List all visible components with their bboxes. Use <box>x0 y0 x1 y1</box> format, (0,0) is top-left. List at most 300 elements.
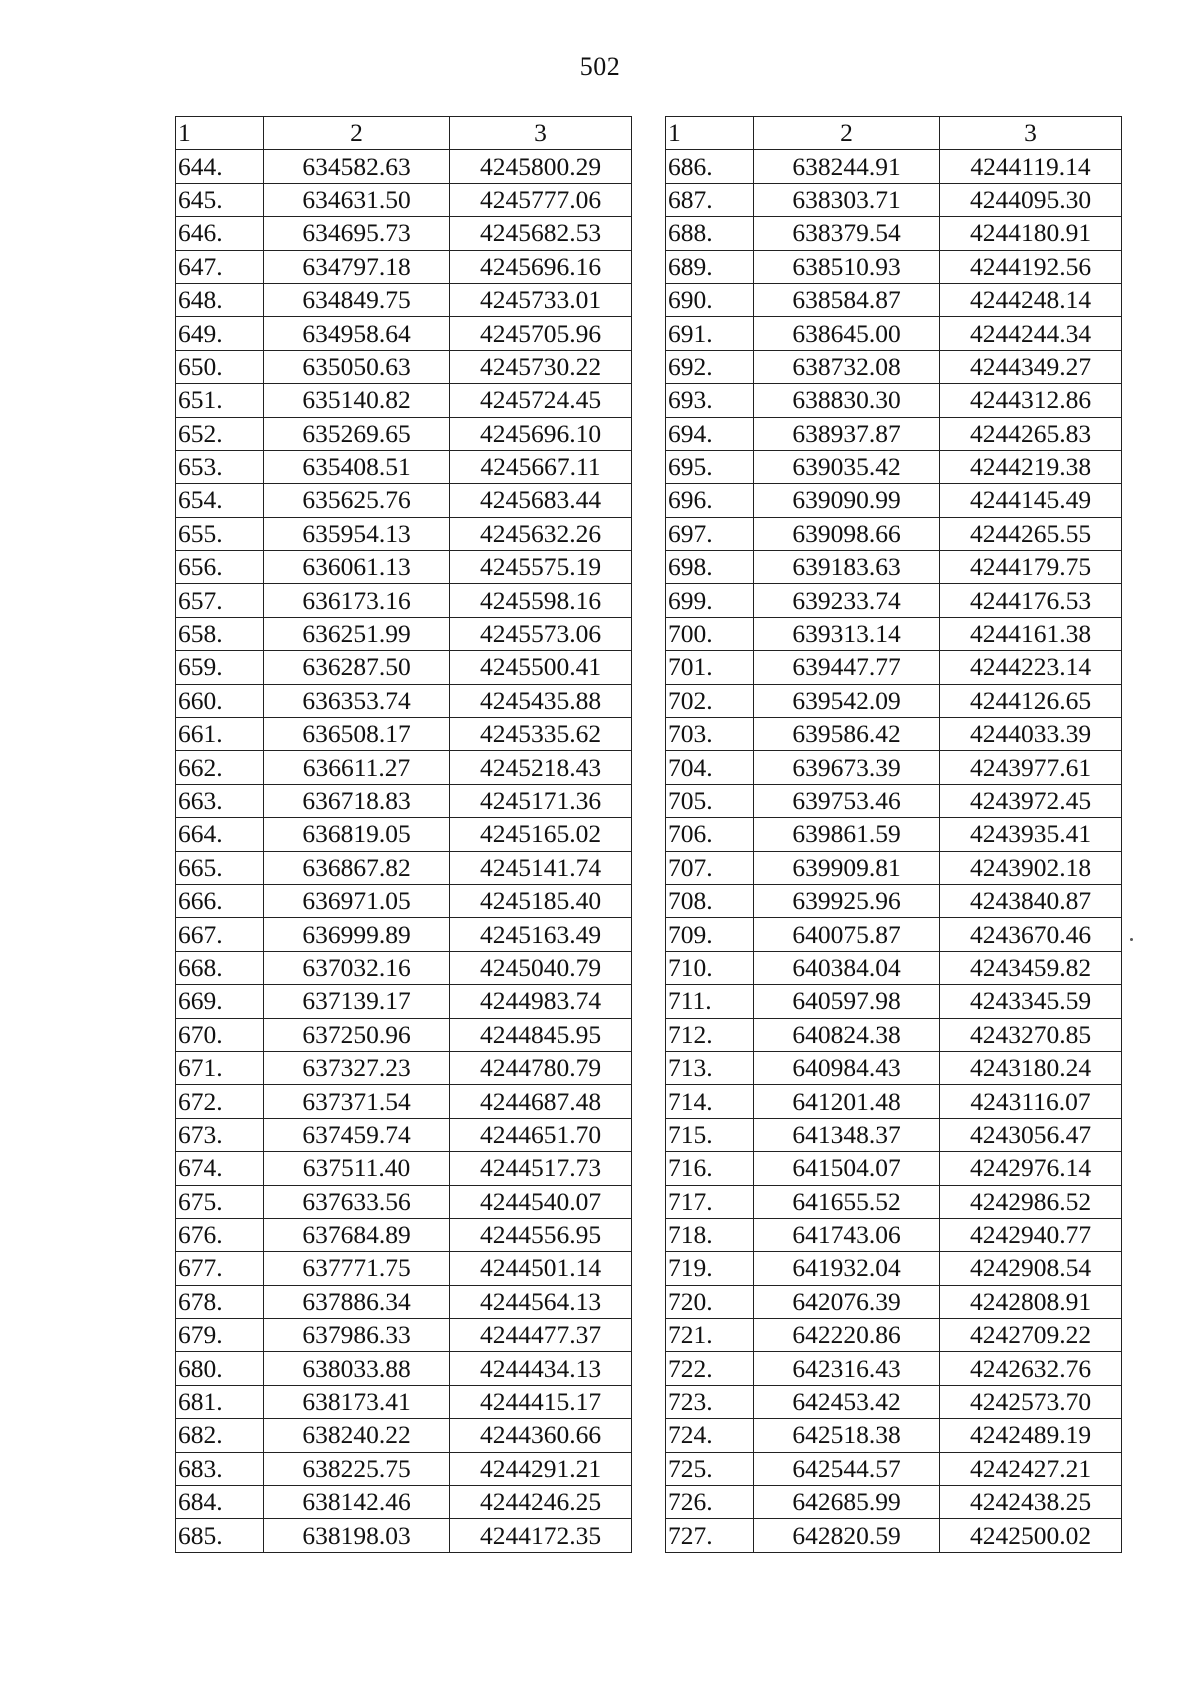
point-number-cell: 656. <box>176 551 264 584</box>
point-number-cell: 655. <box>176 517 264 550</box>
point-number-cell: 698. <box>666 551 754 584</box>
x-coordinate-cell: 641932.04 <box>754 1252 940 1285</box>
point-number-cell: 681. <box>176 1385 264 1418</box>
y-coordinate-cell: 4243116.07 <box>940 1085 1122 1118</box>
table-row <box>666 1452 1122 1485</box>
table-row <box>176 851 632 884</box>
y-coordinate-cell: 4243902.18 <box>940 851 1122 884</box>
table-row <box>666 1018 1122 1051</box>
point-number-cell: 670. <box>176 1018 264 1051</box>
y-coordinate-cell: 4244360.66 <box>450 1419 632 1452</box>
y-coordinate-cell: 4242489.19 <box>940 1419 1122 1452</box>
table-row <box>176 283 632 316</box>
y-coordinate-cell: 4242940.77 <box>940 1218 1122 1251</box>
point-number-cell: 686. <box>666 150 754 183</box>
y-coordinate-cell: 4245682.53 <box>450 217 632 250</box>
table-row <box>176 250 632 283</box>
point-number-cell: 720. <box>666 1285 754 1318</box>
x-coordinate-cell: 642076.39 <box>754 1285 940 1318</box>
table-row <box>666 317 1122 350</box>
y-coordinate-cell: 4244265.83 <box>940 417 1122 450</box>
x-coordinate-cell: 638645.00 <box>754 317 940 350</box>
table-row <box>666 484 1122 517</box>
point-number-cell: 691. <box>666 317 754 350</box>
y-coordinate-cell: 4245667.11 <box>450 450 632 483</box>
x-coordinate-cell: 637684.89 <box>264 1218 450 1251</box>
y-coordinate-cell: 4244415.17 <box>450 1385 632 1418</box>
point-number-cell: 719. <box>666 1252 754 1285</box>
table-row <box>666 684 1122 717</box>
x-coordinate-cell: 642820.59 <box>754 1519 940 1552</box>
x-coordinate-cell: 639313.14 <box>754 617 940 650</box>
x-coordinate-cell: 634582.63 <box>264 150 450 183</box>
table-row <box>176 1319 632 1352</box>
y-coordinate-cell: 4244192.56 <box>940 250 1122 283</box>
point-number-cell: 704. <box>666 751 754 784</box>
table-row <box>176 684 632 717</box>
y-coordinate-cell: 4243180.24 <box>940 1051 1122 1084</box>
y-coordinate-cell: 4245724.45 <box>450 384 632 417</box>
point-number-cell: 696. <box>666 484 754 517</box>
point-number-cell: 664. <box>176 818 264 851</box>
table-row <box>666 517 1122 550</box>
y-coordinate-cell: 4244246.25 <box>450 1486 632 1519</box>
x-coordinate-cell: 638830.30 <box>754 384 940 417</box>
y-coordinate-cell: 4243935.41 <box>940 818 1122 851</box>
x-coordinate-cell: 641743.06 <box>754 1218 940 1251</box>
x-coordinate-cell: 638244.91 <box>754 150 940 183</box>
y-coordinate-cell: 4244180.91 <box>940 217 1122 250</box>
x-coordinate-cell: 636173.16 <box>264 584 450 617</box>
point-number-cell: 722. <box>666 1352 754 1385</box>
y-coordinate-cell: 4245777.06 <box>450 183 632 216</box>
table-row <box>666 584 1122 617</box>
x-coordinate-cell: 635408.51 <box>264 450 450 483</box>
x-coordinate-cell: 634849.75 <box>264 283 450 316</box>
table-row <box>176 1051 632 1084</box>
table-row <box>176 517 632 550</box>
point-number-cell: 653. <box>176 450 264 483</box>
x-coordinate-cell: 636508.17 <box>264 718 450 751</box>
x-coordinate-cell: 638142.46 <box>264 1486 450 1519</box>
y-coordinate-cell: 4245575.19 <box>450 551 632 584</box>
x-coordinate-cell: 637327.23 <box>264 1051 450 1084</box>
point-number-cell: 651. <box>176 384 264 417</box>
column-header-index: 1 <box>176 117 264 150</box>
x-coordinate-cell: 642544.57 <box>754 1452 940 1485</box>
point-number-cell: 671. <box>176 1051 264 1084</box>
table-row <box>176 1285 632 1318</box>
table-row <box>176 918 632 951</box>
table-row <box>666 951 1122 984</box>
x-coordinate-cell: 637633.56 <box>264 1185 450 1218</box>
x-coordinate-cell: 636999.89 <box>264 918 450 951</box>
point-number-cell: 645. <box>176 183 264 216</box>
table-row <box>176 1519 632 1552</box>
point-number-cell: 714. <box>666 1085 754 1118</box>
point-number-cell: 644. <box>176 150 264 183</box>
table-row <box>176 1486 632 1519</box>
point-number-cell: 652. <box>176 417 264 450</box>
x-coordinate-cell: 638732.08 <box>754 350 940 383</box>
table-row <box>176 1419 632 1452</box>
scan-speck <box>1130 938 1133 941</box>
point-number-cell: 661. <box>176 718 264 751</box>
point-number-cell: 658. <box>176 617 264 650</box>
x-coordinate-cell: 636718.83 <box>264 784 450 817</box>
y-coordinate-cell: 4245435.88 <box>450 684 632 717</box>
y-coordinate-cell: 4242438.25 <box>940 1486 1122 1519</box>
table-row <box>666 350 1122 383</box>
table-row <box>666 283 1122 316</box>
y-coordinate-cell: 4242500.02 <box>940 1519 1122 1552</box>
column-header-y: 3 <box>940 117 1122 150</box>
table-row <box>176 317 632 350</box>
table-row <box>666 918 1122 951</box>
x-coordinate-cell: 637511.40 <box>264 1152 450 1185</box>
y-coordinate-cell: 4245040.79 <box>450 951 632 984</box>
point-number-cell: 666. <box>176 884 264 917</box>
table-row <box>666 1051 1122 1084</box>
point-number-cell: 682. <box>176 1419 264 1452</box>
x-coordinate-cell: 640597.98 <box>754 985 940 1018</box>
y-coordinate-cell: 4245705.96 <box>450 317 632 350</box>
point-number-cell: 647. <box>176 250 264 283</box>
point-number-cell: 721. <box>666 1319 754 1352</box>
point-number-cell: 684. <box>176 1486 264 1519</box>
x-coordinate-cell: 639098.66 <box>754 517 940 550</box>
point-number-cell: 710. <box>666 951 754 984</box>
x-coordinate-cell: 634958.64 <box>264 317 450 350</box>
table-row <box>666 1319 1122 1352</box>
point-number-cell: 697. <box>666 517 754 550</box>
table-row <box>666 384 1122 417</box>
x-coordinate-cell: 642453.42 <box>754 1385 940 1418</box>
point-number-cell: 702. <box>666 684 754 717</box>
y-coordinate-cell: 4242908.54 <box>940 1252 1122 1285</box>
x-coordinate-cell: 639542.09 <box>754 684 940 717</box>
point-number-cell: 690. <box>666 283 754 316</box>
x-coordinate-cell: 639586.42 <box>754 718 940 751</box>
y-coordinate-cell: 4244540.07 <box>450 1185 632 1218</box>
table-row <box>666 1185 1122 1218</box>
column-header-y: 3 <box>450 117 632 150</box>
x-coordinate-cell: 637886.34 <box>264 1285 450 1318</box>
table-row <box>666 1252 1122 1285</box>
x-coordinate-cell: 635625.76 <box>264 484 450 517</box>
table-body <box>176 150 632 1552</box>
table-row <box>176 617 632 650</box>
x-coordinate-cell: 641201.48 <box>754 1085 940 1118</box>
point-number-cell: 709. <box>666 918 754 951</box>
y-coordinate-cell: 4244434.13 <box>450 1352 632 1385</box>
x-coordinate-cell: 639233.74 <box>754 584 940 617</box>
x-coordinate-cell: 636819.05 <box>264 818 450 851</box>
x-coordinate-cell: 638198.03 <box>264 1519 450 1552</box>
point-number-cell: 675. <box>176 1185 264 1218</box>
point-number-cell: 650. <box>176 350 264 383</box>
x-coordinate-cell: 639035.42 <box>754 450 940 483</box>
point-number-cell: 648. <box>176 283 264 316</box>
x-coordinate-cell: 634695.73 <box>264 217 450 250</box>
x-coordinate-cell: 637250.96 <box>264 1018 450 1051</box>
point-number-cell: 726. <box>666 1486 754 1519</box>
point-number-cell: 703. <box>666 718 754 751</box>
y-coordinate-cell: 4245800.29 <box>450 150 632 183</box>
table-row <box>666 551 1122 584</box>
point-number-cell: 683. <box>176 1452 264 1485</box>
x-coordinate-cell: 637371.54 <box>264 1085 450 1118</box>
x-coordinate-cell: 637139.17 <box>264 985 450 1018</box>
y-coordinate-cell: 4243972.45 <box>940 784 1122 817</box>
y-coordinate-cell: 4243459.82 <box>940 951 1122 984</box>
y-coordinate-cell: 4243345.59 <box>940 985 1122 1018</box>
x-coordinate-cell: 638240.22 <box>264 1419 450 1452</box>
table-row <box>176 1185 632 1218</box>
table-row <box>666 718 1122 751</box>
x-coordinate-cell: 638303.71 <box>754 183 940 216</box>
x-coordinate-cell: 635954.13 <box>264 517 450 550</box>
x-coordinate-cell: 638173.41 <box>264 1385 450 1418</box>
point-number-cell: 694. <box>666 417 754 450</box>
table-row <box>176 884 632 917</box>
table-row <box>176 751 632 784</box>
y-coordinate-cell: 4244248.14 <box>940 283 1122 316</box>
y-coordinate-cell: 4245730.22 <box>450 350 632 383</box>
table-row <box>666 217 1122 250</box>
table-row <box>176 985 632 1018</box>
table-row <box>666 884 1122 917</box>
y-coordinate-cell: 4245163.49 <box>450 918 632 951</box>
y-coordinate-cell: 4242427.21 <box>940 1452 1122 1485</box>
point-number-cell: 672. <box>176 1085 264 1118</box>
point-number-cell: 677. <box>176 1252 264 1285</box>
y-coordinate-cell: 4245218.43 <box>450 751 632 784</box>
column-header-x: 2 <box>754 117 940 150</box>
x-coordinate-cell: 636867.82 <box>264 851 450 884</box>
x-coordinate-cell: 640824.38 <box>754 1018 940 1051</box>
x-coordinate-cell: 642518.38 <box>754 1419 940 1452</box>
y-coordinate-cell: 4242976.14 <box>940 1152 1122 1185</box>
table-row <box>666 851 1122 884</box>
point-number-cell: 689. <box>666 250 754 283</box>
y-coordinate-cell: 4245573.06 <box>450 617 632 650</box>
y-coordinate-cell: 4244172.35 <box>450 1519 632 1552</box>
table-row <box>176 1118 632 1151</box>
point-number-cell: 705. <box>666 784 754 817</box>
y-coordinate-cell: 4244219.38 <box>940 450 1122 483</box>
coordinate-table-right <box>665 116 1122 1553</box>
table-row <box>176 183 632 216</box>
y-coordinate-cell: 4243670.46 <box>940 918 1122 951</box>
point-number-cell: 654. <box>176 484 264 517</box>
y-coordinate-cell: 4242986.52 <box>940 1185 1122 1218</box>
point-number-cell: 669. <box>176 985 264 1018</box>
y-coordinate-cell: 4244119.14 <box>940 150 1122 183</box>
x-coordinate-cell: 634797.18 <box>264 250 450 283</box>
x-coordinate-cell: 639753.46 <box>754 784 940 817</box>
table-row <box>176 417 632 450</box>
table-row <box>176 951 632 984</box>
point-number-cell: 663. <box>176 784 264 817</box>
x-coordinate-cell: 639090.99 <box>754 484 940 517</box>
point-number-cell: 718. <box>666 1218 754 1251</box>
table-row <box>176 784 632 817</box>
x-coordinate-cell: 637986.33 <box>264 1319 450 1352</box>
y-coordinate-cell: 4244223.14 <box>940 651 1122 684</box>
y-coordinate-cell: 4245598.16 <box>450 584 632 617</box>
point-number-cell: 713. <box>666 1051 754 1084</box>
y-coordinate-cell: 4244033.39 <box>940 718 1122 751</box>
point-number-cell: 659. <box>176 651 264 684</box>
point-number-cell: 699. <box>666 584 754 617</box>
table-row <box>176 450 632 483</box>
x-coordinate-cell: 636251.99 <box>264 617 450 650</box>
x-coordinate-cell: 637032.16 <box>264 951 450 984</box>
point-number-cell: 708. <box>666 884 754 917</box>
y-coordinate-cell: 4245500.41 <box>450 651 632 684</box>
x-coordinate-cell: 636287.50 <box>264 651 450 684</box>
y-coordinate-cell: 4244687.48 <box>450 1085 632 1118</box>
table-row <box>176 818 632 851</box>
x-coordinate-cell: 641655.52 <box>754 1185 940 1218</box>
x-coordinate-cell: 640984.43 <box>754 1051 940 1084</box>
y-coordinate-cell: 4244349.27 <box>940 350 1122 383</box>
y-coordinate-cell: 4243977.61 <box>940 751 1122 784</box>
y-coordinate-cell: 4244179.75 <box>940 551 1122 584</box>
table-row <box>176 350 632 383</box>
point-number-cell: 667. <box>176 918 264 951</box>
x-coordinate-cell: 639909.81 <box>754 851 940 884</box>
table-row <box>176 1252 632 1285</box>
point-number-cell: 712. <box>666 1018 754 1051</box>
point-number-cell: 674. <box>176 1152 264 1185</box>
y-coordinate-cell: 4245335.62 <box>450 718 632 751</box>
point-number-cell: 662. <box>176 751 264 784</box>
point-number-cell: 711. <box>666 985 754 1018</box>
y-coordinate-cell: 4245683.44 <box>450 484 632 517</box>
column-header-x: 2 <box>264 117 450 150</box>
y-coordinate-cell: 4244161.38 <box>940 617 1122 650</box>
table-body <box>666 150 1122 1552</box>
y-coordinate-cell: 4242573.70 <box>940 1385 1122 1418</box>
table-row <box>176 584 632 617</box>
y-coordinate-cell: 4245632.26 <box>450 517 632 550</box>
table-row <box>666 1085 1122 1118</box>
y-coordinate-cell: 4245171.36 <box>450 784 632 817</box>
point-number-cell: 716. <box>666 1152 754 1185</box>
table-row <box>176 1218 632 1251</box>
table-row <box>666 651 1122 684</box>
header-row <box>176 117 632 150</box>
table-row <box>666 985 1122 1018</box>
x-coordinate-cell: 637459.74 <box>264 1118 450 1151</box>
table-row <box>666 1519 1122 1552</box>
y-coordinate-cell: 4244556.95 <box>450 1218 632 1251</box>
table-row <box>666 1285 1122 1318</box>
x-coordinate-cell: 641504.07 <box>754 1152 940 1185</box>
point-number-cell: 665. <box>176 851 264 884</box>
point-number-cell: 680. <box>176 1352 264 1385</box>
header-row <box>666 117 1122 150</box>
y-coordinate-cell: 4242632.76 <box>940 1352 1122 1385</box>
table-row <box>666 617 1122 650</box>
x-coordinate-cell: 636611.27 <box>264 751 450 784</box>
table-row <box>176 484 632 517</box>
table-row <box>176 718 632 751</box>
column-header-index: 1 <box>666 117 754 150</box>
y-coordinate-cell: 4245696.16 <box>450 250 632 283</box>
y-coordinate-cell: 4244501.14 <box>450 1252 632 1285</box>
y-coordinate-cell: 4244312.86 <box>940 384 1122 417</box>
table-row <box>176 551 632 584</box>
x-coordinate-cell: 638225.75 <box>264 1452 450 1485</box>
point-number-cell: 679. <box>176 1319 264 1352</box>
x-coordinate-cell: 638937.87 <box>754 417 940 450</box>
table-row <box>666 1486 1122 1519</box>
point-number-cell: 706. <box>666 818 754 851</box>
x-coordinate-cell: 636061.13 <box>264 551 450 584</box>
table-row <box>666 150 1122 183</box>
point-number-cell: 685. <box>176 1519 264 1552</box>
table-row <box>666 1118 1122 1151</box>
y-coordinate-cell: 4244651.70 <box>450 1118 632 1151</box>
x-coordinate-cell: 636971.05 <box>264 884 450 917</box>
point-number-cell: 701. <box>666 651 754 684</box>
point-number-cell: 723. <box>666 1385 754 1418</box>
table-row <box>176 651 632 684</box>
table-row <box>176 1452 632 1485</box>
table-row <box>666 784 1122 817</box>
table-header <box>176 117 632 150</box>
table-row <box>176 150 632 183</box>
y-coordinate-cell: 4244244.34 <box>940 317 1122 350</box>
table-row <box>666 250 1122 283</box>
y-coordinate-cell: 4244517.73 <box>450 1152 632 1185</box>
table-row <box>176 1152 632 1185</box>
table-row <box>666 1152 1122 1185</box>
point-number-cell: 678. <box>176 1285 264 1318</box>
point-number-cell: 676. <box>176 1218 264 1251</box>
table-row <box>666 450 1122 483</box>
x-coordinate-cell: 639673.39 <box>754 751 940 784</box>
point-number-cell: 715. <box>666 1118 754 1151</box>
point-number-cell: 649. <box>176 317 264 350</box>
point-number-cell: 725. <box>666 1452 754 1485</box>
page-number: 502 <box>579 52 621 81</box>
table-row <box>176 1085 632 1118</box>
x-coordinate-cell: 640384.04 <box>754 951 940 984</box>
y-coordinate-cell: 4245185.40 <box>450 884 632 917</box>
point-number-cell: 687. <box>666 183 754 216</box>
y-coordinate-cell: 4244176.53 <box>940 584 1122 617</box>
x-coordinate-cell: 640075.87 <box>754 918 940 951</box>
table-row <box>176 1018 632 1051</box>
y-coordinate-cell: 4243056.47 <box>940 1118 1122 1151</box>
x-coordinate-cell: 639861.59 <box>754 818 940 851</box>
point-number-cell: 717. <box>666 1185 754 1218</box>
y-coordinate-cell: 4242709.22 <box>940 1319 1122 1352</box>
y-coordinate-cell: 4244095.30 <box>940 183 1122 216</box>
y-coordinate-cell: 4244291.21 <box>450 1452 632 1485</box>
point-number-cell: 646. <box>176 217 264 250</box>
x-coordinate-cell: 642685.99 <box>754 1486 940 1519</box>
table-row <box>666 1385 1122 1418</box>
y-coordinate-cell: 4245696.10 <box>450 417 632 450</box>
x-coordinate-cell: 639447.77 <box>754 651 940 684</box>
x-coordinate-cell: 639925.96 <box>754 884 940 917</box>
x-coordinate-cell: 638379.54 <box>754 217 940 250</box>
